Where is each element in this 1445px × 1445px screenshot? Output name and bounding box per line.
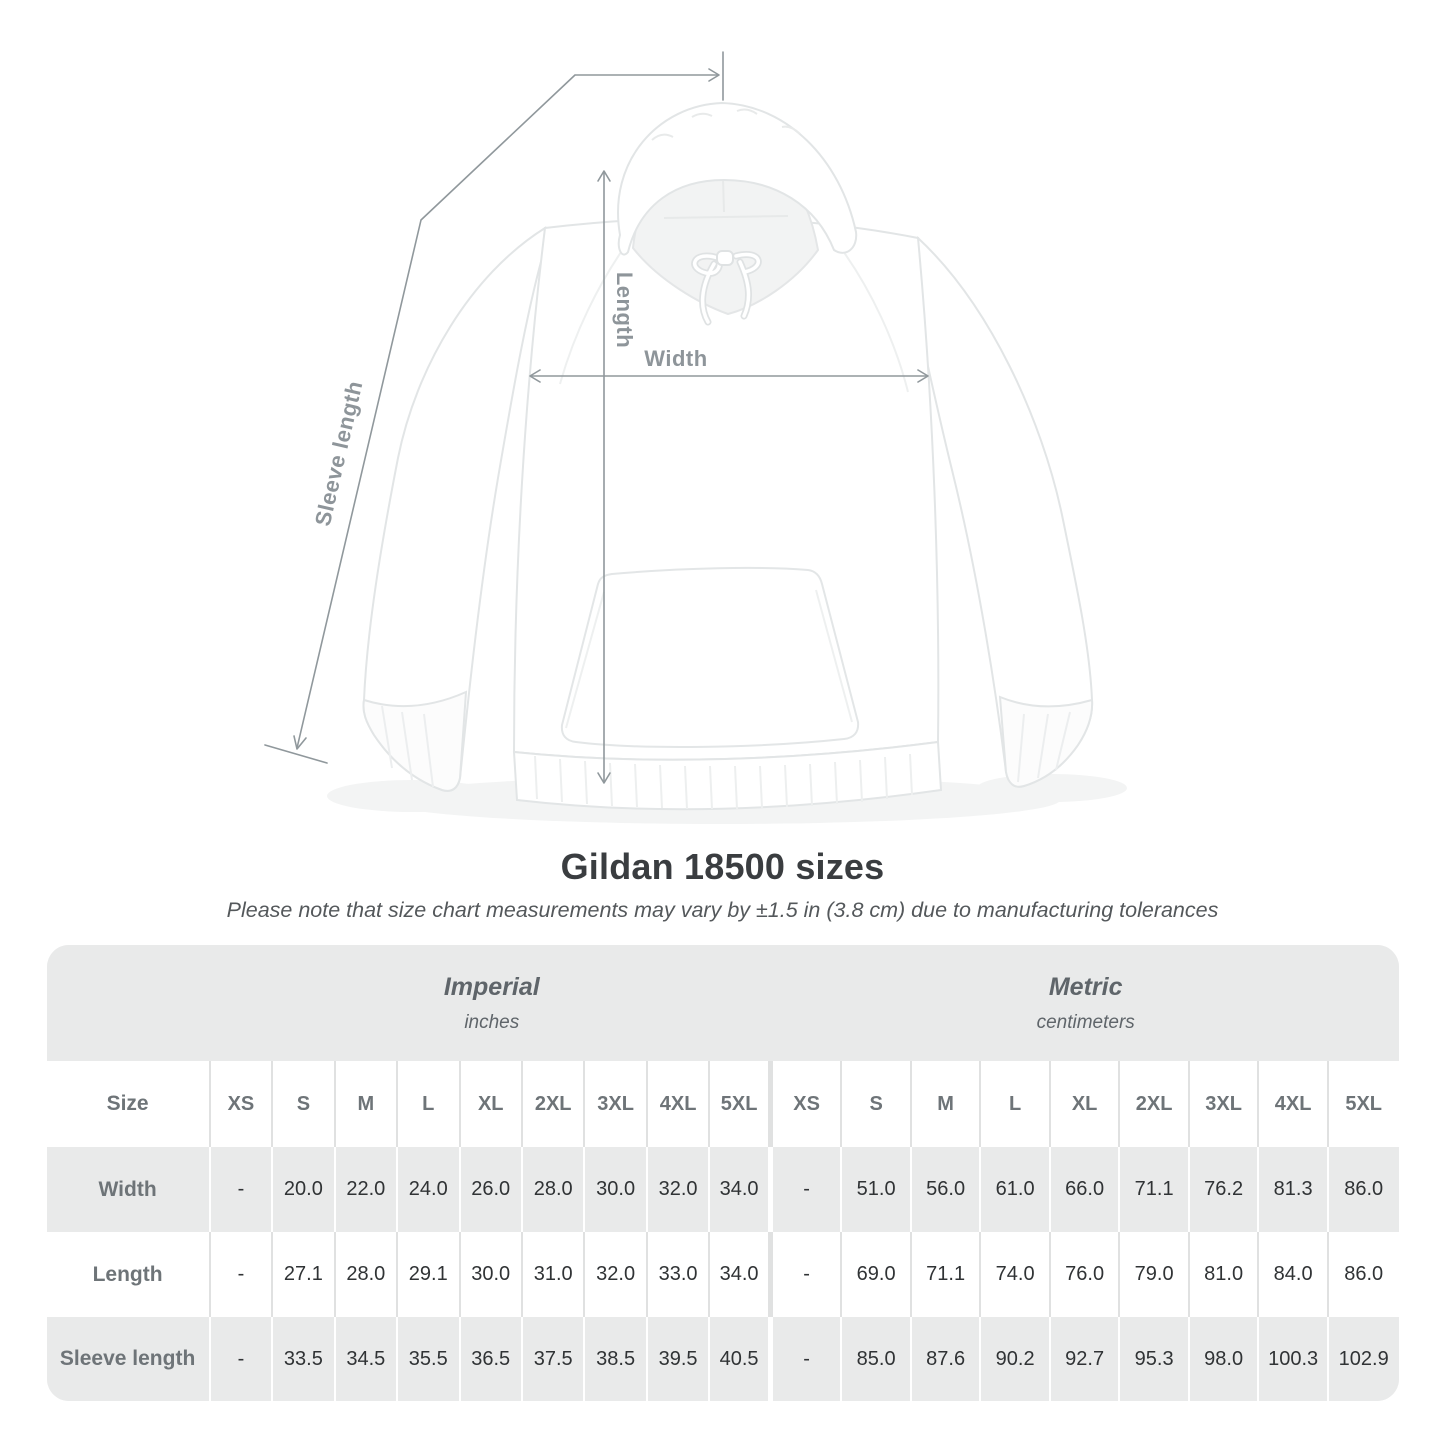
cell-sleeve-length-imperial-xl: 36.5 (461, 1317, 523, 1401)
hoodie-illustration (363, 103, 1092, 809)
size-header-imperial-2xl: 2XL (523, 1061, 585, 1147)
size-header-imperial-3xl: 3XL (585, 1061, 647, 1147)
cell-length-metric-5xl: 86.0 (1329, 1232, 1399, 1317)
cell-length-metric-3xl: 81.0 (1190, 1232, 1260, 1317)
cell-sleeve-length-imperial-4xl: 39.5 (648, 1317, 710, 1401)
sleeve-annotation-label: Sleeve length (309, 378, 368, 529)
kangaroo-pocket (562, 568, 858, 747)
band-corner (47, 945, 211, 1061)
size-table (47, 945, 1399, 1401)
page-title: Gildan 18500 sizes (560, 846, 885, 887)
cell-length-imperial-xs: - (211, 1232, 273, 1317)
cell-width-metric-4xl: 81.3 (1259, 1147, 1329, 1232)
row-label-sleeve-length: Sleeve length (47, 1317, 211, 1401)
size-header-imperial-l: L (398, 1061, 460, 1147)
cell-width-metric-m: 56.0 (912, 1147, 982, 1232)
cell-length-imperial-2xl: 31.0 (523, 1232, 585, 1317)
cell-sleeve-length-metric-m: 87.6 (912, 1317, 982, 1401)
size-header-metric-2xl: 2XL (1120, 1061, 1190, 1147)
cell-width-imperial-xl: 26.0 (461, 1147, 523, 1232)
cell-sleeve-length-metric-s: 85.0 (842, 1317, 912, 1401)
cell-sleeve-length-metric-4xl: 100.3 (1259, 1317, 1329, 1401)
size-header-imperial-5xl: 5XL (710, 1061, 773, 1147)
size-header-imperial-s: S (273, 1061, 335, 1147)
cell-width-metric-5xl: 86.0 (1329, 1147, 1399, 1232)
cell-sleeve-length-imperial-l: 35.5 (398, 1317, 460, 1401)
cell-sleeve-length-metric-l: 90.2 (981, 1317, 1051, 1401)
cell-sleeve-length-metric-2xl: 95.3 (1120, 1317, 1190, 1401)
cell-length-imperial-m: 28.0 (336, 1232, 398, 1317)
size-header-metric-xl: XL (1051, 1061, 1121, 1147)
row-label-length: Length (47, 1232, 211, 1317)
section-header-metric (773, 945, 1399, 1061)
row-label-width: Width (47, 1147, 211, 1232)
cell-sleeve-length-imperial-3xl: 38.5 (585, 1317, 647, 1401)
cell-length-metric-xl: 76.0 (1051, 1232, 1121, 1317)
cell-length-imperial-l: 29.1 (398, 1232, 460, 1317)
cell-length-imperial-5xl: 34.0 (710, 1232, 773, 1317)
section-name: Metric (1048, 972, 1123, 1001)
cell-length-metric-xs: - (773, 1232, 843, 1317)
size-header-metric-4xl: 4XL (1259, 1061, 1329, 1147)
width-annotation-label: Width (644, 346, 708, 371)
cell-length-imperial-xl: 30.0 (461, 1232, 523, 1317)
right-cuff (1000, 697, 1092, 787)
cell-width-imperial-5xl: 34.0 (710, 1147, 773, 1232)
cell-length-metric-l: 74.0 (981, 1232, 1051, 1317)
cell-sleeve-length-imperial-xs: - (211, 1317, 273, 1401)
cell-length-imperial-3xl: 32.0 (585, 1232, 647, 1317)
size-header-metric-s: S (842, 1061, 912, 1147)
cell-width-imperial-s: 20.0 (273, 1147, 335, 1232)
cell-width-imperial-xs: - (211, 1147, 273, 1232)
cell-sleeve-length-imperial-m: 34.5 (336, 1317, 398, 1401)
cell-sleeve-length-imperial-5xl: 40.5 (710, 1317, 773, 1401)
cell-sleeve-length-metric-3xl: 98.0 (1190, 1317, 1260, 1401)
cell-width-metric-2xl: 71.1 (1120, 1147, 1190, 1232)
cell-width-metric-s: 51.0 (842, 1147, 912, 1232)
cell-width-metric-3xl: 76.2 (1190, 1147, 1260, 1232)
cell-length-metric-m: 71.1 (912, 1232, 982, 1317)
size-header-metric-xs: XS (773, 1061, 843, 1147)
length-annotation-label: Length (612, 271, 637, 349)
cell-width-imperial-4xl: 32.0 (648, 1147, 710, 1232)
cell-length-imperial-s: 27.1 (273, 1232, 335, 1317)
tolerance-note: Please note that size chart measurements may vary by ±1.5 in (3.8 cm) due to manufacturing tolerances (226, 898, 1219, 922)
cell-width-imperial-2xl: 28.0 (523, 1147, 585, 1232)
cell-sleeve-length-imperial-2xl: 37.5 (523, 1317, 585, 1401)
cell-length-metric-4xl: 84.0 (1259, 1232, 1329, 1317)
cell-sleeve-length-metric-xl: 92.7 (1051, 1317, 1121, 1401)
section-unit: inches (464, 1011, 520, 1033)
cell-sleeve-length-imperial-s: 33.5 (273, 1317, 335, 1401)
cell-width-imperial-l: 24.0 (398, 1147, 460, 1232)
size-chart-container (47, 945, 1399, 1401)
size-header-metric-5xl: 5XL (1329, 1061, 1399, 1147)
cell-length-metric-s: 69.0 (842, 1232, 912, 1317)
section-unit: centimeters (1036, 1011, 1135, 1033)
cell-length-imperial-4xl: 33.0 (648, 1232, 710, 1317)
size-header-metric-m: M (912, 1061, 982, 1147)
cell-width-imperial-m: 22.0 (336, 1147, 398, 1232)
section-header-imperial (211, 945, 773, 1061)
cell-width-imperial-3xl: 30.0 (585, 1147, 647, 1232)
cell-width-metric-l: 61.0 (981, 1147, 1051, 1232)
cell-width-metric-xs: - (773, 1147, 843, 1232)
cell-length-metric-2xl: 79.0 (1120, 1232, 1190, 1317)
cell-sleeve-length-metric-xs: - (773, 1317, 843, 1401)
size-header-imperial-4xl: 4XL (648, 1061, 710, 1147)
section-name: Imperial (443, 972, 540, 1001)
size-header-imperial-m: M (336, 1061, 398, 1147)
cell-sleeve-length-metric-5xl: 102.9 (1329, 1317, 1399, 1401)
size-header-imperial-xs: XS (211, 1061, 273, 1147)
size-header-metric-l: L (981, 1061, 1051, 1147)
size-header-metric-3xl: 3XL (1190, 1061, 1260, 1147)
cell-width-metric-xl: 66.0 (1051, 1147, 1121, 1232)
size-header-imperial-xl: XL (461, 1061, 523, 1147)
left-cuff (363, 692, 466, 791)
size-column-header: Size (47, 1061, 211, 1147)
